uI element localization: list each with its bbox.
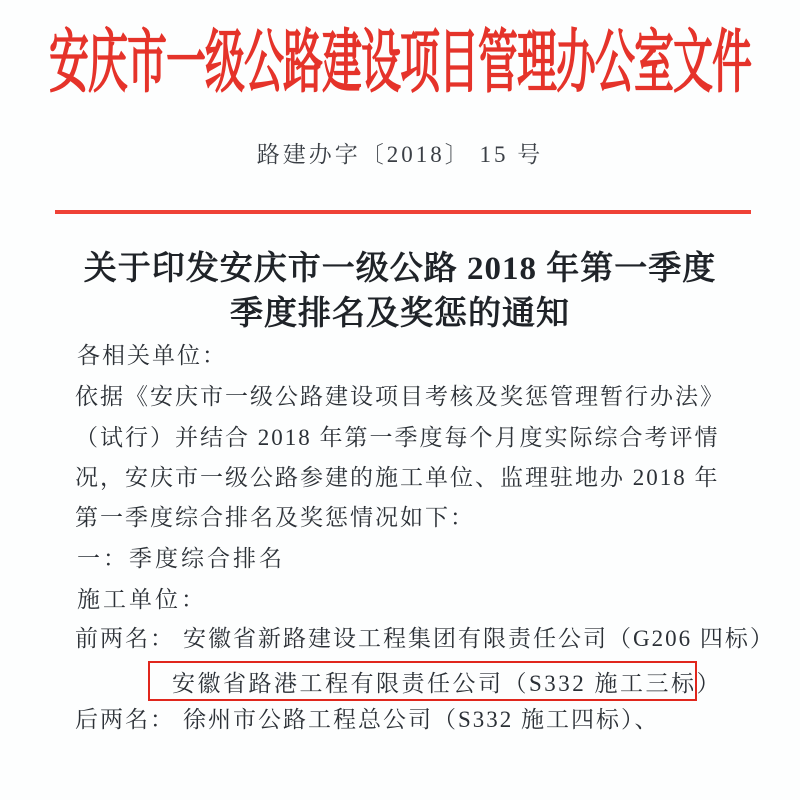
ranking-label-bottom-two: 后两名： bbox=[75, 707, 175, 732]
document-title-line-2: 季度排名及奖惩的通知 bbox=[230, 296, 570, 332]
section-heading-quarter-ranking: 一：季度综合排名 bbox=[77, 546, 285, 571]
paragraph-line: 况，安庆市一级公路参建的施工单位、监理驻地办 2018 年 bbox=[75, 465, 720, 490]
letterhead-divider-rule bbox=[55, 210, 751, 214]
paragraph-line: 依据《安庆市一级公路建设项目考核及奖惩管理暂行办法》 bbox=[75, 384, 725, 409]
paragraph-line: 第一季度综合排名及奖惩情况如下： bbox=[75, 505, 475, 530]
document-title-line-1: 关于印发安庆市一级公路 2018 年第一季度 bbox=[83, 251, 717, 287]
highlight-box bbox=[148, 661, 723, 701]
ranking-top-second-company-highlighted: 安徽省路港工程有限责任公司（S332 施工三标） bbox=[172, 670, 723, 696]
ranking-label-top-two: 前两名： bbox=[75, 626, 175, 651]
ranking-line-top-two bbox=[75, 624, 775, 654]
paragraph-line: （试行）并结合 2018 年第一季度每个月度实际综合考评情 bbox=[75, 425, 720, 450]
salutation-line: 各相关单位： bbox=[77, 343, 227, 368]
ranking-bottom-first-company: 徐州市公路工程总公司（S332 施工四标）、 bbox=[183, 707, 660, 732]
ranking-line-bottom-two bbox=[75, 705, 660, 735]
subsection-heading-construction-units: 施工单位： bbox=[77, 587, 207, 612]
document-title bbox=[0, 247, 800, 337]
document-reference-number: 路建办字〔2018〕 15 号 bbox=[256, 142, 544, 167]
ranking-top-first-company: 安徽省新路建设工程集团有限责任公司（G206 四标） bbox=[183, 626, 775, 651]
letterhead-org-title: 安庆市一级公路建设项目管理办公室文件 bbox=[49, 23, 751, 101]
